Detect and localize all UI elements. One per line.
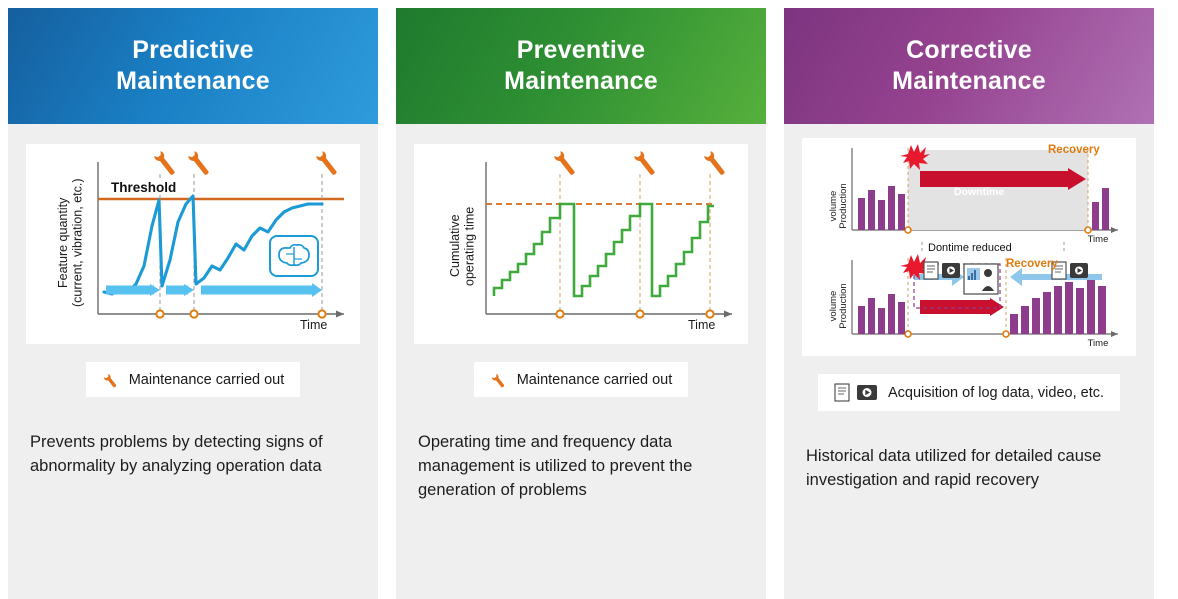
column-predictive — [8, 8, 378, 599]
description-predictive: Prevents problems by detecting signs of abnormality by analyzing operation data — [30, 433, 323, 475]
downtime-label-bottom: Downtime — [930, 316, 981, 328]
column-header-predictive — [8, 8, 378, 124]
wrench-icon — [490, 371, 507, 388]
x-axis-label-predictive: Time — [300, 318, 328, 332]
column-title-line2: Maintenance — [892, 67, 1046, 95]
wrench-icon — [102, 371, 119, 388]
column-title-line1: Predictive — [132, 35, 254, 64]
legend-preventive — [474, 362, 689, 397]
svg-text:Time: Time — [1087, 338, 1109, 349]
wrench-icon — [703, 150, 727, 177]
recovery-label-bottom: Recovery — [1006, 258, 1058, 270]
wrench-icon — [153, 150, 177, 177]
svg-text:Production: Production — [838, 183, 849, 229]
column-preventive — [396, 8, 766, 599]
wrench-icon — [633, 150, 657, 177]
downtime-arrow-bottom — [920, 298, 1004, 316]
column-header-corrective — [784, 8, 1154, 124]
x-axis-label-preventive: Time — [688, 318, 716, 332]
recovery-label-top: Recovery — [1048, 144, 1100, 156]
chart-predictive — [26, 144, 360, 344]
legend-label-corrective: Acquisition of log data, video, etc. — [887, 384, 1105, 401]
y-axis-label-predictive: Feature quantity (current, vibration, etc.) — [56, 178, 85, 308]
downtime-label-top: Downtime — [954, 186, 1005, 198]
wrench-icon — [553, 150, 577, 177]
column-corrective — [784, 8, 1154, 599]
wrench-icon — [315, 150, 339, 177]
wrench-icon — [187, 150, 211, 177]
column-title-line2: Maintenance — [116, 67, 270, 95]
svg-text:volume: volume — [828, 290, 839, 322]
legend-label-predictive: Maintenance carried out — [128, 371, 285, 388]
svg-text:Time: Time — [1087, 234, 1109, 245]
chart-preventive — [414, 144, 748, 344]
column-title-line2: Maintenance — [504, 67, 658, 95]
chart-corrective — [802, 138, 1136, 356]
legend-corrective — [818, 374, 1120, 411]
column-title-line1: Corrective — [906, 35, 1032, 64]
column-header-preventive — [396, 8, 766, 124]
legend-predictive — [86, 362, 301, 397]
description-corrective: Historical data utilized for detailed cause investigation and rapid recovery — [806, 447, 1102, 489]
legend-label-preventive: Maintenance carried out — [516, 371, 673, 388]
description-preventive: Operating time and frequency data management is utilized to prevent the generation of problems — [418, 433, 693, 499]
svg-text:volume: volume — [828, 190, 839, 222]
brain-chip-icon — [270, 236, 318, 276]
technician-icon — [964, 264, 998, 294]
svg-text:Production: Production — [838, 283, 849, 329]
video-icon — [942, 263, 960, 278]
column-title-line1: Preventive — [516, 35, 646, 64]
log-data-icon — [924, 262, 938, 279]
y-axis-label-preventive: Cumulative operating time — [448, 206, 477, 286]
downtime-reduced-note: Dontime reduced — [928, 242, 1012, 254]
log-video-icon — [834, 383, 878, 402]
threshold-label: Threshold — [108, 180, 179, 195]
video-icon — [1070, 263, 1088, 278]
